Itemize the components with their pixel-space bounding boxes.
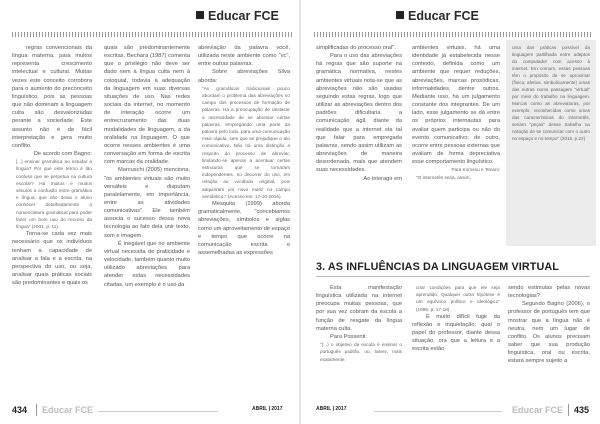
- footer-date: ABRIL | 2017: [316, 406, 347, 412]
- header-hatch: [12, 32, 292, 37]
- paragraph: Esta manifestação linguística utilizada na internet preocupa muitas pessoas, que por sua vez cobram da escola a função de resgate da língua materna culta.: [316, 285, 402, 332]
- section-column-1: [316, 284, 402, 363]
- paragraph: Ao interagir em: [363, 175, 402, 182]
- footer-rule: [98, 411, 218, 412]
- page-footer: [0, 402, 300, 418]
- footer-brand: Educar FCE: [42, 405, 94, 415]
- page-footer: [300, 402, 600, 418]
- paragraph: Para Possenti:: [330, 333, 367, 340]
- section-column-2: [412, 284, 500, 354]
- block-quote: "As gramáticas tradicionais pouco abordam o problema das abreviações no campo dos processos de formação de palavras. Há a preocupação de destacar a necessidade de se abreviar certas palavras, empregando uma parte da palavra pelo todo, para uma comunicação mais rápida, sem que se prejudique o ato comunicativo. Não há uma distinção a respeito do processo de abreviar, limitando-se apenas a acentuar certas estruturas que se tornaram independentes, no decorrer do uso, em relação ao vocábulo original, pois adquiriram um novo matiz no campo semântico." (Acesso em: 17-10-2016).: [202, 85, 290, 199]
- page-header: [300, 9, 600, 27]
- right-page: [300, 0, 600, 424]
- paragraph: Torna-se cada vez mais necessário que os indivíduos tenham a capacidade de analisar a fala e a escrita, na perspectiva do uso, ou seja, analisar quais práticas sociais são predominantes e quais os: [12, 231, 92, 287]
- quote-sidebar: [506, 40, 596, 246]
- footer-rule: [374, 411, 502, 412]
- column-1: [316, 44, 402, 183]
- column-3: [198, 44, 290, 257]
- paragraph: ambientes virtuais, há uma identidade já estabelecida nesse contexto, definida como um ambiente que requer reduções, abreviações, marcas prosódicas, informalidades, dentre outros. Mediante isso, há um julgamento constante dos integrantes. De um lado, esse julgamento se dá entre os próprios internautas para avaliar quem participa ou não do evento comunicativo; de outro, ocorre entre pessoas externas que avaliam de forma depreciativa esse comportamento linguístico.: [412, 45, 500, 166]
- sidebar-quote: uma das práticas possível da linguagem partilhada entre adeptos do computador com acesso à internet. Em comum, essas pessoas têm o propósito de se aproximar (fisica, afetiva, simbolicamente) umas das outras numa passagem "virtual" por meio do trabalho na linguagem. Marcas como as abreviaturas, por exemplo, reconhecidas como umas das características do internetês, seriam "peças" desse trabalho na notação de se comunicar com o outro no espaço e no tempo" (2015, p.22): [512, 45, 590, 141]
- page-number: 435: [574, 405, 590, 415]
- section-title: 3. AS INFLUÊNCIAS DA LINGUAGEM VIRTUAL: [316, 261, 559, 273]
- paragraph: Sobre abreviações Silva aborda:: [198, 69, 290, 84]
- paragraph: Mesquita (1999) aborda gramaticalmente, "concebiamos abreviações, símbolos e siglas como um aproveitamento de espaço e tempo que ocorre na comunicação escrita e assemelhadas as expressões: [198, 201, 290, 256]
- page-header: [0, 9, 300, 27]
- block-quote: "(...) o objetivo da escola é ensinar o português padrão, ou, talvez, mais exatamente,: [320, 342, 402, 362]
- square-icon: [396, 11, 404, 19]
- column-2: [412, 44, 500, 181]
- header-hatch: [314, 32, 592, 37]
- section-column-3: [508, 284, 590, 366]
- column-2: [104, 44, 190, 289]
- block-quote: "O internetês seria, assim,: [416, 174, 471, 180]
- paragraph: Para o uso das abreviações há regras que são suporte na gramática normativa, nestes ambientes virtuais nota-se que as abreviações não são usadas seguindo estas regras, logo que utilizar as abreviações dentro dos padrões dificultaria a comunicação ágil, diante da realidade que a internet sta tal que falar para empregada palavras, sendo assim utilizam as abreviações de maneira desordenada, mais que atendem suas necessidades.: [316, 53, 402, 174]
- paragraph: De acordo com Bagno:: [33, 151, 92, 158]
- paragraph: regras convencionais da língua materna, para muitos representa crescimento intelectual e cultural. Muitas vezes este conceito corrobora para o aumento do preconceito linguístico, pois as pessoas que não dominam a linguagem culta são desvalorizadas perante a sociedade. Este assunto não é de fácil interpretação e gera muito conflito.: [12, 45, 92, 149]
- paragraph: sendo estimulas pelas novas tecnologias?: [508, 285, 590, 300]
- paragraph: É inegável que no ambiente virtual necessita de praticidade e velocidade, também quanto muito utilizado abreviações para atender estas necessidades citadas, um exemplo é o uso da: [104, 240, 190, 288]
- footer-date: ABRIL | 2017: [252, 406, 283, 412]
- block-quote: [...] ensinar gramática ao estudar a língua? Por que este termo é tão confuso que se perpetua na cultura escolar? Há muitos e muitos séculos a confusão entre gramática e língua, que não deixa o aluno conhecer detalhadamente a nomenclatura gramatical para poder fazer um bom uso do recurso da língua" (2001, p. 11).: [16, 159, 92, 230]
- footer-divider: [568, 404, 569, 416]
- section-title-rule: [316, 276, 590, 277]
- square-icon: [196, 11, 204, 19]
- paragraph: abreviação da palavra você, utilizada neste ambiente como "vc", entre outras palavras.: [198, 45, 290, 68]
- footer-divider: [36, 404, 37, 416]
- paragraph: simplificadas do processo oral".: [316, 45, 396, 51]
- paragraph: Para Komesu e Tenani:: [451, 167, 500, 173]
- paragraph: Marcuschi (2005) menciona, "os ambientes virtuais são muito versáteis e disputam paralelamente, em importância, entre as atividades comunicativas". Ele também associa o sucesso dessa nova tecnologia ao fato dela unir texto, som e imagem.: [104, 167, 190, 239]
- page-number: 434: [12, 405, 28, 415]
- magazine-brand: Educar FCE: [196, 9, 279, 23]
- block-quote: criar condições para que ele seja aprendido. Qualquer outra hipótese é um equívoco político e ideológico" (1996, p. 17-18).: [416, 285, 500, 312]
- paragraph: É muito difícil fugir da reflexão e inquietação; qual o papel do professor, diante dessa situação, ora que a leitura e a escrita estão: [412, 313, 500, 353]
- paragraph: Segundo Bagno (2006), o professor de português tem que mostrar que a língua não é neutra, nem um lugar de conflito. Os alunos precisam saber que sua produção linguística, oral ou escrita, estará sempre sujeito a: [508, 301, 590, 365]
- magazine-brand: Educar FCE: [396, 9, 479, 23]
- column-1: [12, 44, 92, 287]
- footer-brand: Educar FCE: [512, 405, 564, 415]
- paragraph: quais são predominantemente escritas. Bechara (1987) comenta que o privilégio não deve ser dado nem à língua culta nem à coloquial, todavia à adequação da linguagem em suas diversas situações de uso. Nas redes sociais da internet, no momento de interação ocorre um entrecruzamento das duas modalidades de linguagem, a da oralidade na linguagem. O que ocorre nesses ambientes é uma conversação em forma de escrita com marcas da oralidade.: [104, 45, 190, 166]
